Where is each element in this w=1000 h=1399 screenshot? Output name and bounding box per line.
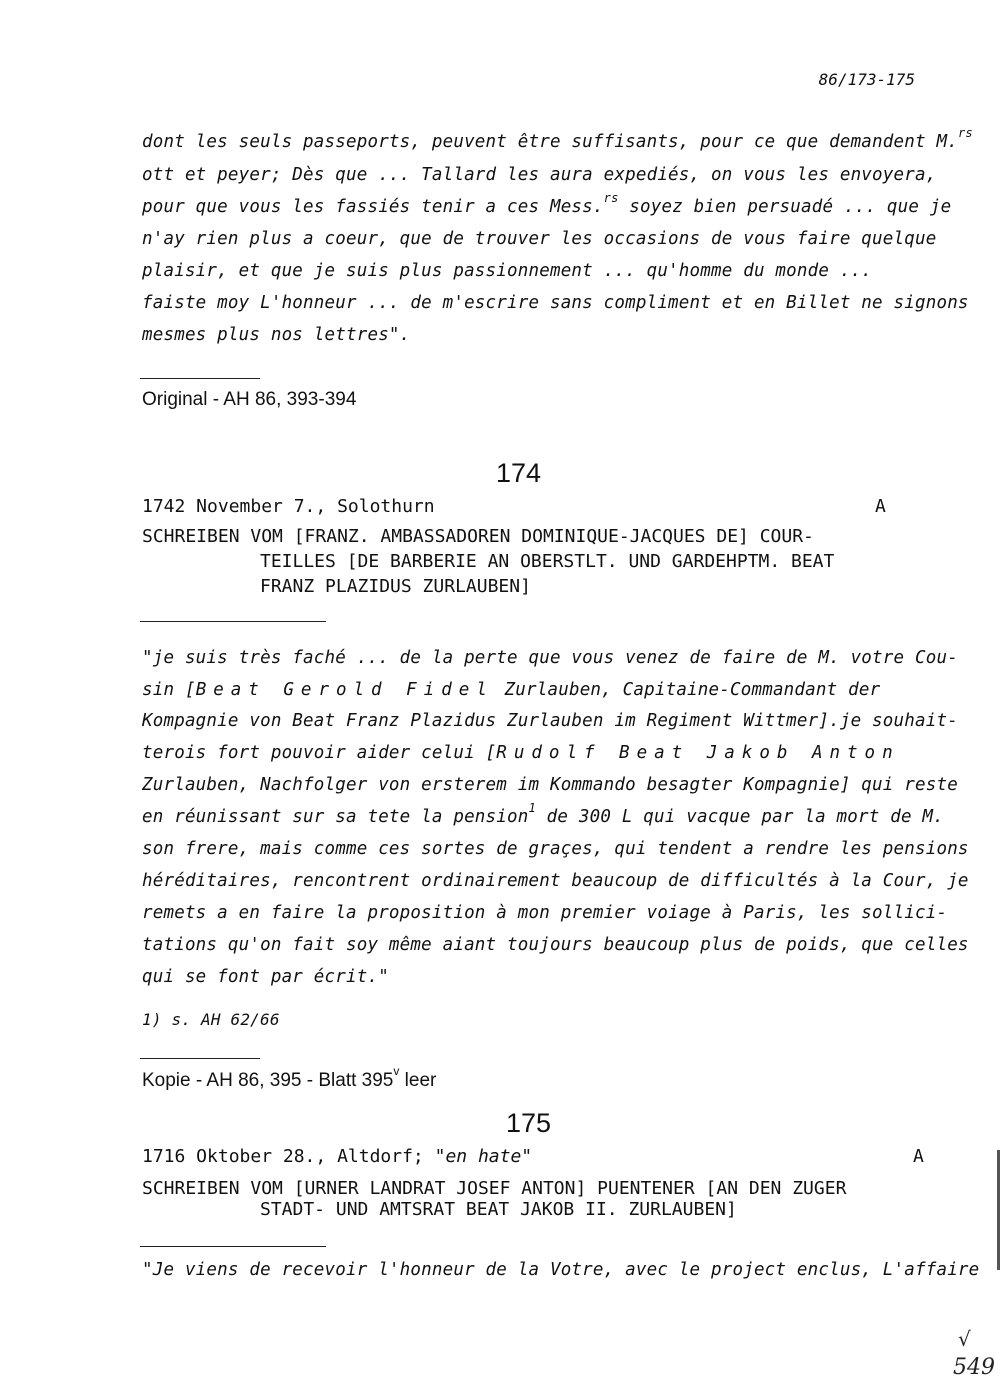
quote-line: Kompagnie von Beat Franz Plazidus Zurlauben im Regiment Wittmer].je souhait- <box>142 711 958 731</box>
document-type: A <box>913 1146 924 1167</box>
document-number: 174 <box>496 458 542 488</box>
source-note: Original - AH 86, 393-394 <box>142 389 357 410</box>
quote-line: "je suis très faché ... de la perte que vous venez de faire de M. votre Cou- <box>142 648 958 668</box>
document-type: A <box>875 496 886 517</box>
divider <box>140 1058 260 1059</box>
document-title-line: FRANZ PLAZIDUS ZURLAUBEN] <box>260 576 531 597</box>
quote-line: sin [Beat Gerold Fidel Zurlauben, Capitaine-Commandant der <box>142 680 881 700</box>
check-mark: √ <box>958 1327 971 1351</box>
document-number: 175 <box>506 1108 552 1138</box>
footnote: 1) s. AH 62/66 <box>142 1010 280 1029</box>
quote-line: qui se font par écrit." <box>142 967 389 987</box>
quote-line: son frere, mais comme ces sortes de graçes, qui tendent a rendre les pensions <box>142 839 969 859</box>
text-line: faiste moy L'honneur ... de m'escrire sans compliment et en Billet ne signons <box>142 293 969 313</box>
document-title-line: STADT- UND AMTSRAT BEAT JAKOB II. ZURLAUBEN] <box>260 1199 737 1220</box>
text-line: ott et peyer; Dès que ... Tallard les aura expediés, on vous les envoyera, <box>142 165 937 185</box>
divider <box>140 621 326 622</box>
quote-line: Zurlauben, Nachfolger von ersterem im Kommando besagter Kompagnie] qui reste <box>142 775 958 795</box>
text-line: plaisir, et que je suis plus passionnement ... qu'homme du monde ... <box>142 261 873 281</box>
text-line: mesmes plus nos lettres". <box>142 325 411 345</box>
quote-line: tations qu'on fait soy même aiant toujours beaucoup plus de poids, que celles <box>142 935 969 955</box>
superscript: rs <box>603 191 619 205</box>
spaced-name: Rudolf Beat Jakob Anton <box>496 743 900 763</box>
quote-line: héréditaires, rencontrent ordinairement beaucoup de difficultés à la Cour, je <box>142 871 969 891</box>
page-reference: 86/173-175 <box>818 70 915 89</box>
text-line: n'ay rien plus a coeur, que de trouver les occasions de vous faire quelque <box>142 229 937 249</box>
divider <box>140 1246 326 1247</box>
document-date: 1742 November 7., Solothurn <box>142 496 435 517</box>
quote-line: remets a en faire la proposition à mon premier voiage à Paris, les sollici- <box>142 903 948 923</box>
superscript: rs <box>957 126 973 140</box>
quote-line: en réunissant sur sa tete la pension$^1$ de 300 L qui vacque par la mort de M. <box>142 801 944 827</box>
source-note: Kopie - AH 86, 395 - Blatt 395$^v$ leer <box>142 1064 437 1091</box>
document-title-line: SCHREIBEN VOM [FRANZ. AMBASSADOREN DOMINIQUE-JACQUES DE] COUR- <box>142 526 814 547</box>
quote-line: "Je viens de recevoir l'honneur de la Votre, avec le project enclus, L'affaire <box>142 1260 980 1280</box>
handwritten-page-mark: 549 <box>953 1355 995 1380</box>
spaced-name: Beat Gerold Fidel <box>195 680 494 700</box>
superscript: v <box>393 1064 400 1078</box>
text-line: pour que vous les fassiés tenir a ces Mess.$^{rs}$ soyez bien persuadé ... que je <box>142 191 952 217</box>
text-line: dont les seuls passeports, peuvent être suffisants, pour ce que demandent M.$^{rs}$ <box>142 126 973 152</box>
divider <box>140 378 260 379</box>
document-title-line: TEILLES [DE BARBERIE AN OBERSTLT. UND GARDEHPTM. BEAT <box>260 551 835 572</box>
footnote-marker: 1 <box>528 801 536 815</box>
document-title-line: SCHREIBEN VOM [URNER LANDRAT JOSEF ANTON] PUENTENER [AN DEN ZUGER <box>142 1178 847 1199</box>
quote-line: terois fort pouvoir aider celui [Rudolf Beat Jakob Anton <box>142 743 900 763</box>
document-date: 1716 Oktober 28., Altdorf; "en hate" <box>142 1146 533 1167</box>
